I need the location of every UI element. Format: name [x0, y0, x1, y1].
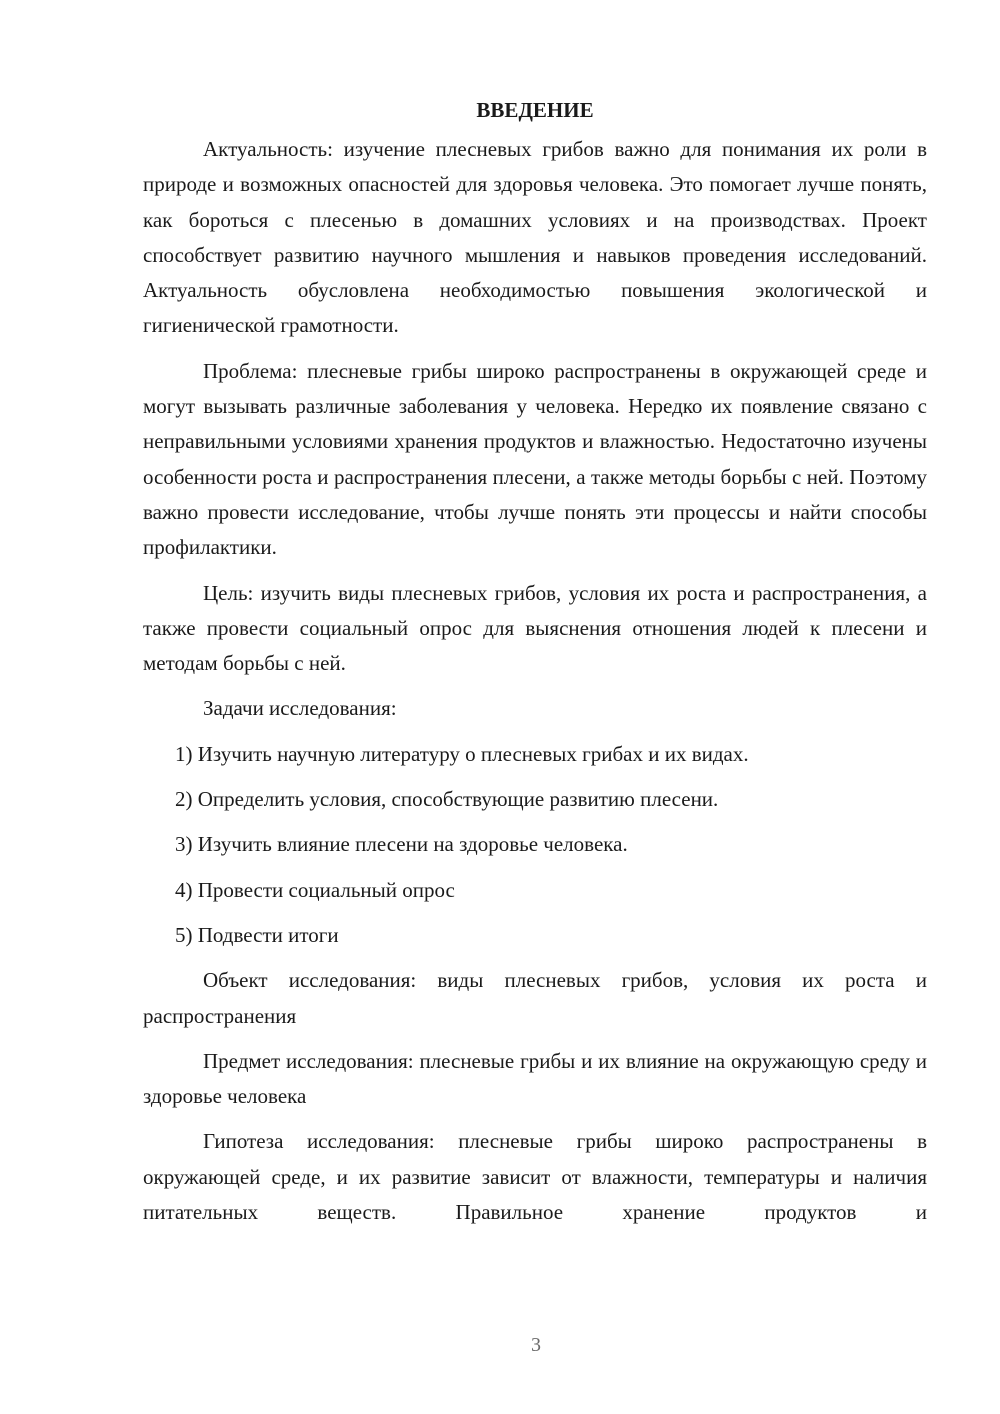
section-title: ВВЕДЕНИЕ	[476, 98, 594, 122]
page-number: 3	[531, 1334, 541, 1356]
task-item: 1) Изучить научную литературу о плесневых грибах и их видах.	[175, 741, 749, 766]
page-body	[143, 92, 927, 1230]
tasks-heading: Задачи исследования:	[203, 696, 397, 721]
task-item: 5) Подвести итоги	[175, 922, 339, 947]
hypothesis-paragraph: Гипотеза исследования: плесневые грибы широко распространены в окружающей среде, и их развитие зависит от влажности, температуры и наличия питательных веществ. Правильное хранение продуктов и	[143, 1129, 927, 1225]
task-item: 2) Определить условия, способствующие развитию плесени.	[175, 787, 719, 812]
relevance-paragraph: Актуальность: изучение плесневых грибов важно для понимания их роли в природе и возможных опасностей для здоровья человека. Это помогает лучше понять, как бороться с плесенью в домашних условиях и на производствах. Проект способствует развитию научного мышления и навыков проведения исследований. Актуальность обусловлена необходимостью повышения экологической и гигиенической грамотности.	[143, 137, 927, 338]
subject-paragraph: Предмет исследования: плесневые грибы и их влияние на окружающую среду и здоровье человека	[143, 1048, 927, 1109]
task-item: 3) Изучить влияние плесени на здоровье человека.	[175, 832, 628, 857]
object-paragraph: Объект исследования: виды плесневых грибов, условия их роста и распространения	[143, 968, 927, 1028]
task-item: 4) Провести социальный опрос	[175, 877, 455, 902]
goal-paragraph: Цель: изучить виды плесневых грибов, условия их роста и распространения, а также провести социальный опрос для выяснения отношения людей к плесени и методам борьбы с ней.	[143, 580, 927, 676]
problem-paragraph: Проблема: плесневые грибы широко распространены в окружающей среде и могут вызывать различные заболевания у человека. Нередко их появление связано с неправильными условиями хранения продуктов и влажностью. Недостаточно изучены особенности роста и распространения плесени, а также методы борьбы с ней. Поэтому важно провести исследование, чтобы лучше понять эти процессы и найти способы профилактики.	[143, 358, 927, 560]
